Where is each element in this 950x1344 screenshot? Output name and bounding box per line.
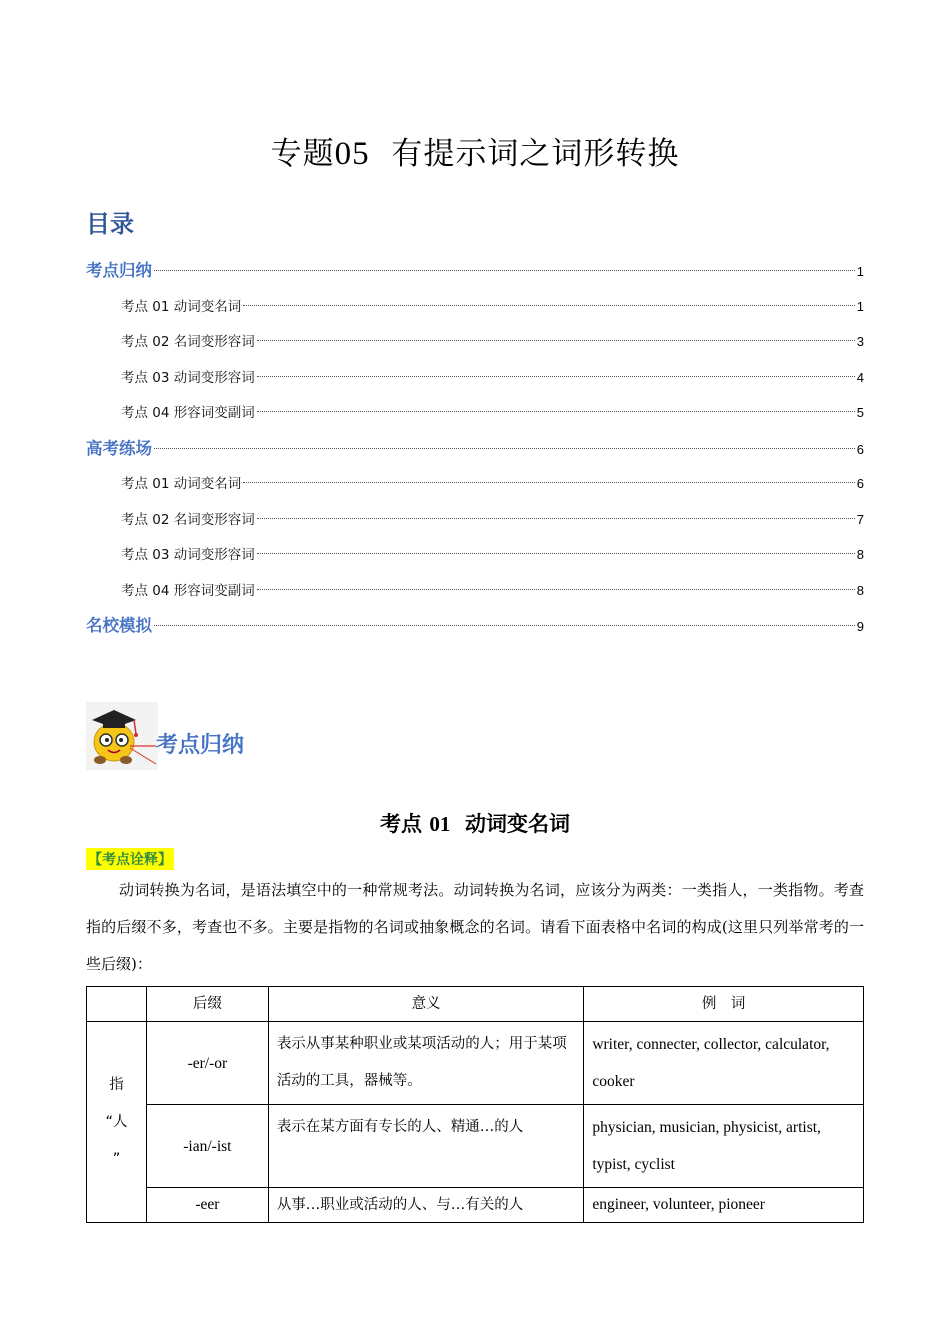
- toc-entry-label: 考点 02 名词变形容词: [121, 511, 255, 528]
- table-row: [87, 1188, 864, 1223]
- suffix-cell: -eer: [146, 1188, 268, 1223]
- toc-entry-page: 8: [856, 547, 864, 562]
- toc-entry-label: 考点归纳: [86, 261, 152, 280]
- toc-entry-page: 7: [856, 511, 864, 527]
- intro-paragraph: 动词转换为名词，是语法填空中的一种常规考法。动词转换为名词，应该分为两类：一类指人，一类指物。考查指的后缀不多，考查也不多。主要是指物的名词或抽象概念的名词。请看下面表格中名词的构成(这里只列举常考的一些后缀)：: [86, 881, 864, 973]
- toc-entry-page: 4: [856, 369, 864, 385]
- table-row: [87, 1022, 864, 1105]
- table-header-cell: 后缀: [146, 987, 268, 1022]
- table-header-row: [87, 987, 864, 1022]
- table-header-cell: 意义: [268, 987, 584, 1022]
- suffix-cell: -ian/-ist: [146, 1105, 268, 1188]
- subtitle-prefix: 考点: [380, 812, 423, 836]
- toc-entry-page: 6: [856, 476, 864, 491]
- toc-entry-label: 高考练场: [86, 438, 152, 458]
- toc-entry[interactable]: [86, 576, 864, 612]
- toc-entry[interactable]: [86, 540, 864, 576]
- toc-entry-label: 名校模拟: [86, 616, 152, 635]
- toc-leader: [257, 589, 855, 590]
- toc-leader: [243, 482, 855, 483]
- section-banner-title: 考点归纳: [156, 732, 245, 758]
- toc-leader: [257, 340, 855, 341]
- suffix-cell: -er/-or: [146, 1022, 268, 1105]
- toc-entry-label: 考点 01 动词变名词: [121, 298, 242, 315]
- toc-entry[interactable]: [86, 398, 864, 434]
- toc-entry-page: 6: [856, 441, 864, 457]
- group-label-line: “人: [105, 1113, 128, 1130]
- toc-entry[interactable]: [86, 363, 864, 399]
- toc-entry-label: 考点 01 动词变名词: [121, 476, 242, 492]
- toc-leader: [154, 448, 855, 449]
- toc-entry-page: 1: [856, 298, 864, 314]
- toc-entry-label: 考点 03 动词变形容词: [121, 547, 255, 563]
- group-label-cell: [87, 1022, 147, 1223]
- toc-leader: [154, 625, 855, 626]
- meaning-cell: 表示从事某种职业或某项活动的人；用于某项活动的工具，器械等。: [268, 1022, 584, 1105]
- document-title: [0, 128, 950, 173]
- toc-entry[interactable]: [86, 256, 864, 292]
- section-subtitle: [0, 808, 950, 838]
- group-label-line: 指: [109, 1076, 124, 1093]
- toc-entry-page: 1: [856, 264, 864, 279]
- suffix-table: [86, 986, 864, 1223]
- toc-leader: [243, 305, 855, 306]
- table-header-cell: [87, 987, 147, 1022]
- meaning-cell: 表示在某方面有专长的人、精通…的人: [268, 1105, 584, 1188]
- toc-entry-label: 考点 04 形容词变副词: [121, 582, 255, 599]
- toc-leader: [257, 518, 855, 519]
- group-label-line: ”: [112, 1150, 121, 1167]
- subtitle-number: 01: [429, 812, 451, 836]
- subtitle-suffix: 动词变名词: [464, 812, 570, 836]
- scholar-mascot-icon: [86, 702, 158, 770]
- examples-cell: engineer, volunteer, pioneer: [584, 1188, 864, 1223]
- toc-entry-page: 9: [856, 619, 864, 634]
- table-row: [87, 1105, 864, 1188]
- toc-leader: [257, 411, 855, 412]
- toc-heading: 目录: [86, 210, 134, 238]
- toc-entry[interactable]: [86, 469, 864, 505]
- examples-cell: writer, connecter, collector, calculator, cooker: [584, 1022, 864, 1105]
- toc-entry-label: 考点 02 名词变形容词: [121, 334, 255, 350]
- table-header-cell: 例 词: [584, 987, 864, 1022]
- title-prefix: 专题: [270, 136, 335, 172]
- toc-entry[interactable]: [86, 611, 864, 647]
- examples-cell: physician, musician, physicist, artist, typist, cyclist: [584, 1105, 864, 1188]
- toc-entry-page: 5: [856, 405, 864, 420]
- title-number: 05: [334, 136, 370, 172]
- toc-entry-label: 考点 03 动词变形容词: [121, 369, 255, 386]
- meaning-cell: 从事…职业或活动的人、与…有关的人: [268, 1188, 584, 1223]
- toc-leader: [257, 376, 855, 377]
- table-of-contents: [86, 256, 864, 647]
- toc-entry-page: 8: [856, 582, 864, 598]
- toc-entry-label: 考点 04 形容词变副词: [121, 405, 255, 421]
- toc-entry[interactable]: [86, 327, 864, 363]
- toc-entry-page: 3: [856, 334, 864, 349]
- toc-entry[interactable]: [86, 505, 864, 541]
- toc-entry[interactable]: [86, 434, 864, 470]
- title-suffix: 有提示词之词形转换: [391, 136, 680, 172]
- toc-leader: [154, 270, 855, 271]
- toc-leader: [257, 553, 855, 554]
- explanation-tag: 【考点诠释】: [86, 848, 174, 870]
- section-banner: [86, 702, 244, 770]
- toc-entry[interactable]: [86, 292, 864, 328]
